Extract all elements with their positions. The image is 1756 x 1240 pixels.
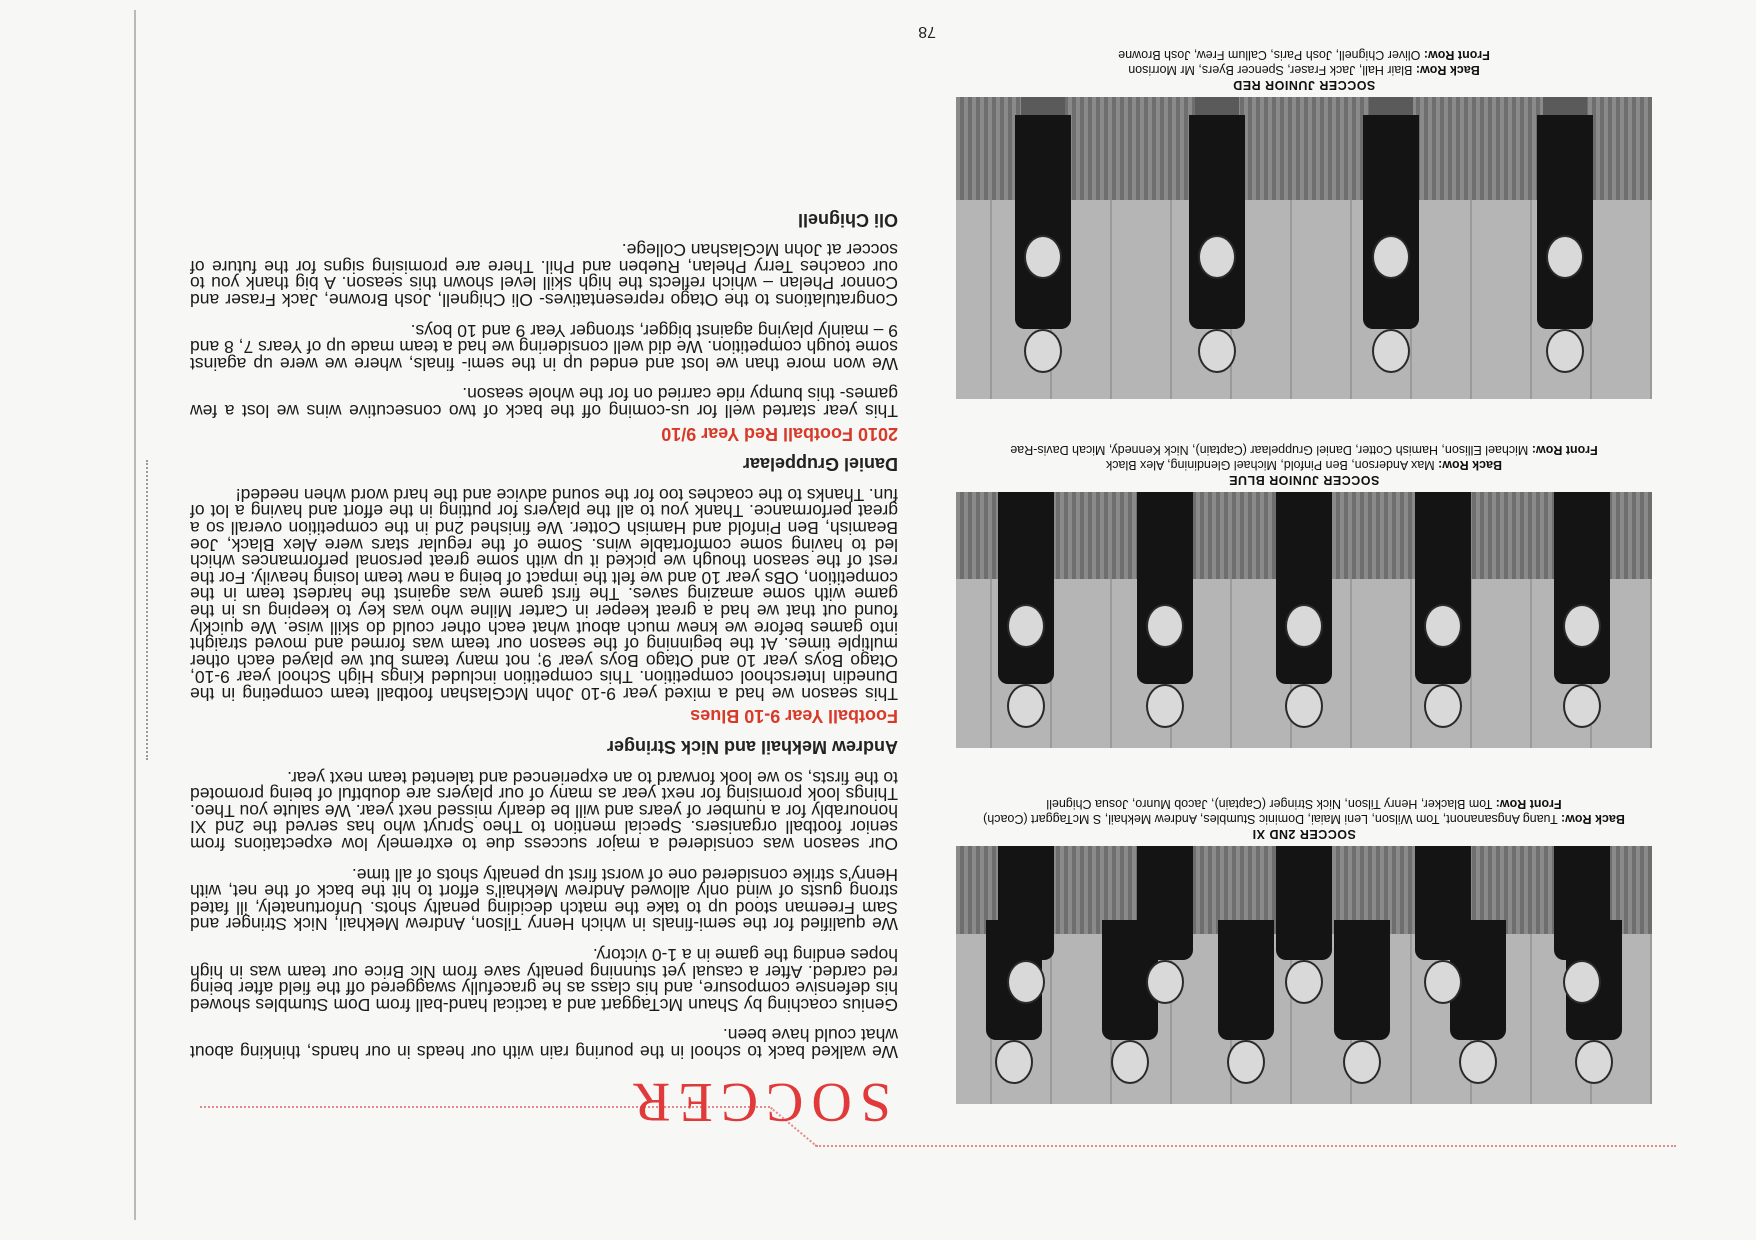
paragraph: This season we had a mixed year 9-10 John McGlashan football team competing in the Dunedin Interschool competition. This competition included Kings High School year 9-10, Otago Boys year 10 and Otago Boys year 9; not many teams but we played each other multiple times. At the beginning of the season our team was formed and moved straight into games before we knew much about what each other could do skill wise. We quickly found out that we had a great keeper in Carter Milne who was key to keeping us in the game with some amazing saves. The first game was against the hardest team in the competition, OBs year 10 and we felt the impact of being a new team losing heavily. For the rest of the season though we picked it up with some great personal performances which led to having some comfortable wins. Some of the regular stars were Alex Black, Joe Beamish, Ben Pinfold and Hamish Cotter. We finished 2nd in the competition overall so a great performance. Thank you to all the players for putting in the effort and having a lot of fun. Thanks to the coaches too for the sound advice and the hard word when needed!	[190, 484, 898, 704]
section-heading: 2010 Football Red Year 9/10	[661, 423, 898, 444]
paragraph: Genius coaching by Shaun McTaggart and a tactical hand-ball from Dom Stumbles showed his defensive composure, and his class as he gracefully swaggered off the field after being red carded. After a casual yet stunning penalty save from Nic Brice our team was in high hopes ending the game in a 1-0 victory.	[190, 945, 898, 1015]
caption-back-row: Back Row: Max Anderson, Ben Pinfold, Michael Glendining, Alex Black	[1105, 458, 1503, 472]
paragraph: Our season was considered a major success due to extremely low expectations from senior football organisers. Special mention to Theo Spruyt who has served the 2nd XI honourably for a number of years and will be dearly missed next year. We salute you Theo. Things look promising for next year as many of our players are doubtful of being promoted to the firsts, so we look forward to an experienced and talented team next year.	[190, 767, 898, 855]
page-number: 78	[918, 23, 936, 40]
paragraph: This year started well for us-coming off the back of two consecutive wins we lost a few games- this bumpy ride carried on for the whole season.	[190, 384, 898, 421]
caption-title: SOCCER JUNIOR RED	[1232, 78, 1376, 92]
photo-caption-junior-red	[956, 47, 1652, 92]
caption-front-row: Front Row: Oliver Chignell, Josh Paris, Callum Frew, Josh Browne	[1118, 48, 1490, 62]
photo-caption-2nd-xi	[956, 796, 1652, 841]
team-photo-junior-blue	[956, 492, 1652, 748]
caption-title: SOCCER 2ND XI	[1252, 827, 1356, 841]
team-photo-junior-red	[956, 97, 1652, 399]
caption-back-row: Back Row: Blair Hall, Jack Fraser, Spencer Byers, Mr Morrison	[1128, 63, 1480, 77]
article-column	[190, 197, 898, 1060]
team-photo-2nd-xi	[956, 846, 1652, 1104]
paragraph: We walked back to school in the pouring rain with our heads in our hands, thinking about what could have been.	[190, 1025, 898, 1062]
paragraph: We won more than we lost and ended up in the semi- finals, where we were up against some tough competition. We did well considering we had a team made up of Years 7, 8 and 9 – mainly playing against bigger, stronger Year 9 and 10 boys.	[190, 320, 898, 374]
section-heading: Football Year 9-10 Blues	[690, 706, 898, 727]
caption-back-row: Back Row: Tuang Angsananont, Tom Wilson, Leni Maiai, Dominic Stumbles, Andrew Mekhail, S McTaggart (Coach)	[983, 812, 1625, 826]
caption-front-row: Front Row: Michael Ellison, Hamish Cotter, Daniel Gruppelaar (Captain), Nick Kennedy, Micah Davis-Rae	[1010, 443, 1598, 457]
caption-front-row: Front Row: Tom Blacker, Henry Tilson, Nick Stringer (Captain), Jacob Munro, Josua Chignell	[1046, 797, 1562, 811]
paragraph: We qualified for the semi-finals in which Henry Tilson, Andrew Mekhail, Nick Stringer and Sam Freeman stood up to take the match deciding penalty shots. Unfortunately, ill fated strong gusts of wind only allowed Andrew Mekhail's effort to hit the back of the net, with Henry's strike considered one of worst first up penalty shots of all time.	[190, 864, 898, 935]
scan-edge	[118, 10, 136, 1220]
scan-dots	[144, 460, 148, 760]
photo-caption-junior-blue	[956, 442, 1652, 487]
paragraph: Congratulations to the Otago representatives- Oli Chignell, Josh Browne, Jack Fraser and Connor Phelan – which reflects the high skill level shown this season. A big thank you to our coaches Terry Phelan, Rueben and Phil. There are promising signs for the future of soccer at John McGlashan College.	[190, 240, 898, 311]
author-signature: Oli Chignell	[797, 209, 898, 230]
author-signature: Daniel Gruppelaar	[742, 454, 898, 475]
title-divider-left	[816, 1145, 1676, 1147]
page-title: SOCCER	[625, 1071, 891, 1133]
author-signature: Andrew Mekhail and Nick Stringer	[606, 737, 898, 758]
caption-title: SOCCER JUNIOR BLUE	[1228, 473, 1380, 487]
